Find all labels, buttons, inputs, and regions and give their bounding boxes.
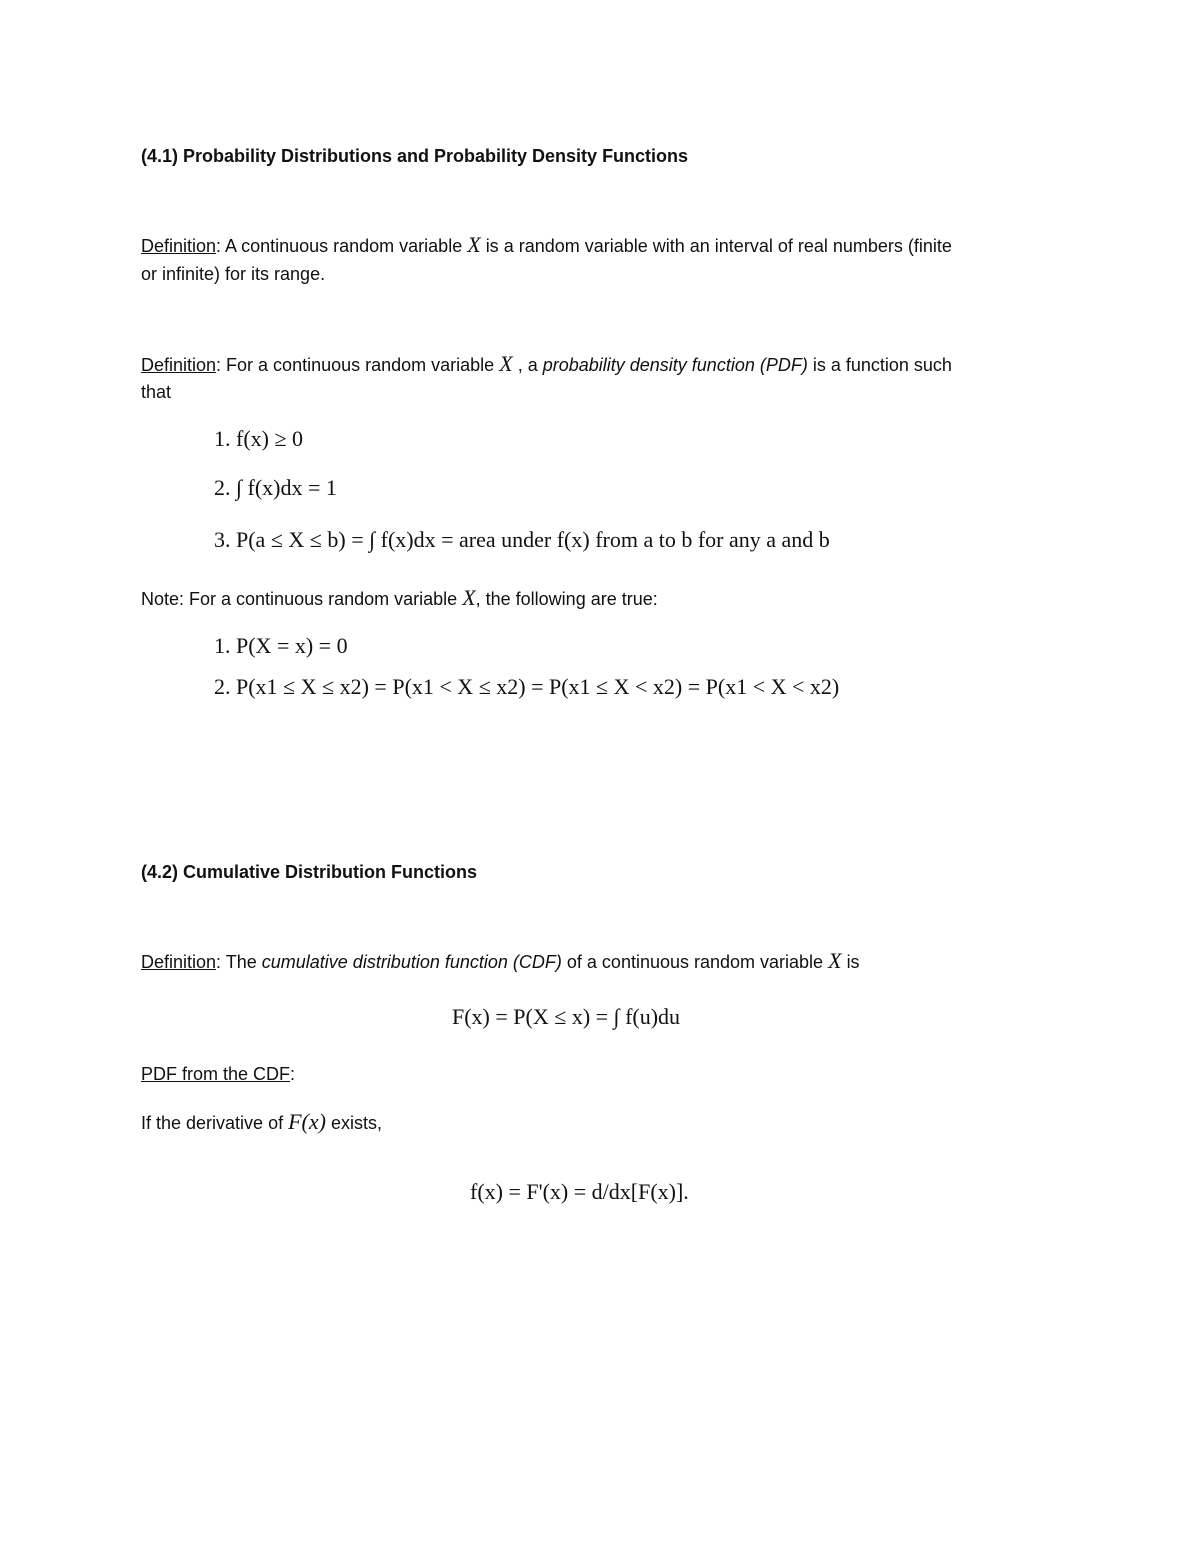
pdf-property-3-text: 3. P(a ≤ X ≤ b) = ∫ f(x)dx = area under f(x) from a to b for any a and b xyxy=(214,527,830,552)
derivative-text: exists, xyxy=(330,1113,382,1133)
section-heading-4-1: (4.1) Probability Distributions and Probability Density Functions xyxy=(141,146,689,166)
math-var-x: X xyxy=(462,585,476,610)
note-text: Note: For a continuous random variable xyxy=(141,589,458,609)
note-item-2 xyxy=(214,673,839,701)
definition-text: is xyxy=(846,952,860,972)
pdf-property-1-text: 1. f(x) ≥ 0 xyxy=(214,426,304,451)
pdf-property-1 xyxy=(214,425,303,453)
definition-label: Definition xyxy=(141,952,217,972)
pdf-from-cdf-label: PDF from the CDF xyxy=(141,1064,291,1084)
note-item-1 xyxy=(214,632,348,660)
definition-continuation: or infinite) for its range. xyxy=(141,264,326,284)
pdf-from-cdf-heading xyxy=(141,1060,295,1088)
definition-continuous-rv xyxy=(141,231,952,260)
definition-term: probability density function (PDF) xyxy=(542,355,808,375)
pdf-property-3 xyxy=(214,526,830,554)
note-line xyxy=(141,584,658,613)
math-func-F: F(x) xyxy=(288,1109,326,1134)
definition-text: is a function such xyxy=(812,355,952,375)
cdf-formula xyxy=(452,1003,680,1031)
definition-cdf xyxy=(141,947,860,976)
derivative-formula xyxy=(470,1178,689,1206)
math-var-x: X xyxy=(499,351,513,376)
definition-pdf xyxy=(141,350,952,379)
definition-text: : The xyxy=(216,952,257,972)
derivative-line xyxy=(141,1108,382,1137)
section-heading-4-2: (4.2) Cumulative Distribution Functions xyxy=(141,862,478,882)
definition-term: cumulative distribution function (CDF) xyxy=(261,952,562,972)
derivative-text: If the derivative of xyxy=(141,1113,284,1133)
pdf-property-2 xyxy=(214,474,337,502)
definition-text: of a continuous random variable xyxy=(566,952,824,972)
pdf-property-2-text: 2. ∫ f(x)dx = 1 xyxy=(214,475,337,500)
definition-label: Definition xyxy=(141,236,217,256)
note-text: , the following are true: xyxy=(475,589,658,609)
definition-label: Definition xyxy=(141,355,217,375)
definition-text: : For a continuous random variable xyxy=(216,355,495,375)
math-var-x: X xyxy=(467,232,481,257)
definition-text: , a xyxy=(517,355,538,375)
definition-text: is a random variable with an interval of real numbers (finite xyxy=(485,236,952,256)
note-item-2-text: 2. P(x1 ≤ X ≤ x2) = P(x1 < X ≤ x2) = P(x1 ≤ X < x2) = P(x1 < X < x2) xyxy=(214,674,840,699)
pdf-from-cdf-colon: : xyxy=(290,1064,296,1084)
definition-text: : A continuous random variable xyxy=(216,236,463,256)
derivative-formula-text: f(x) = F'(x) = d/dx[F(x)]. xyxy=(470,1179,689,1204)
cdf-formula-text: F(x) = P(X ≤ x) = ∫ f(u)du xyxy=(452,1004,681,1029)
math-var-x: X xyxy=(828,948,842,973)
definition-continuation: that xyxy=(141,382,172,402)
note-item-1-text: 1. P(X = x) = 0 xyxy=(214,633,348,658)
